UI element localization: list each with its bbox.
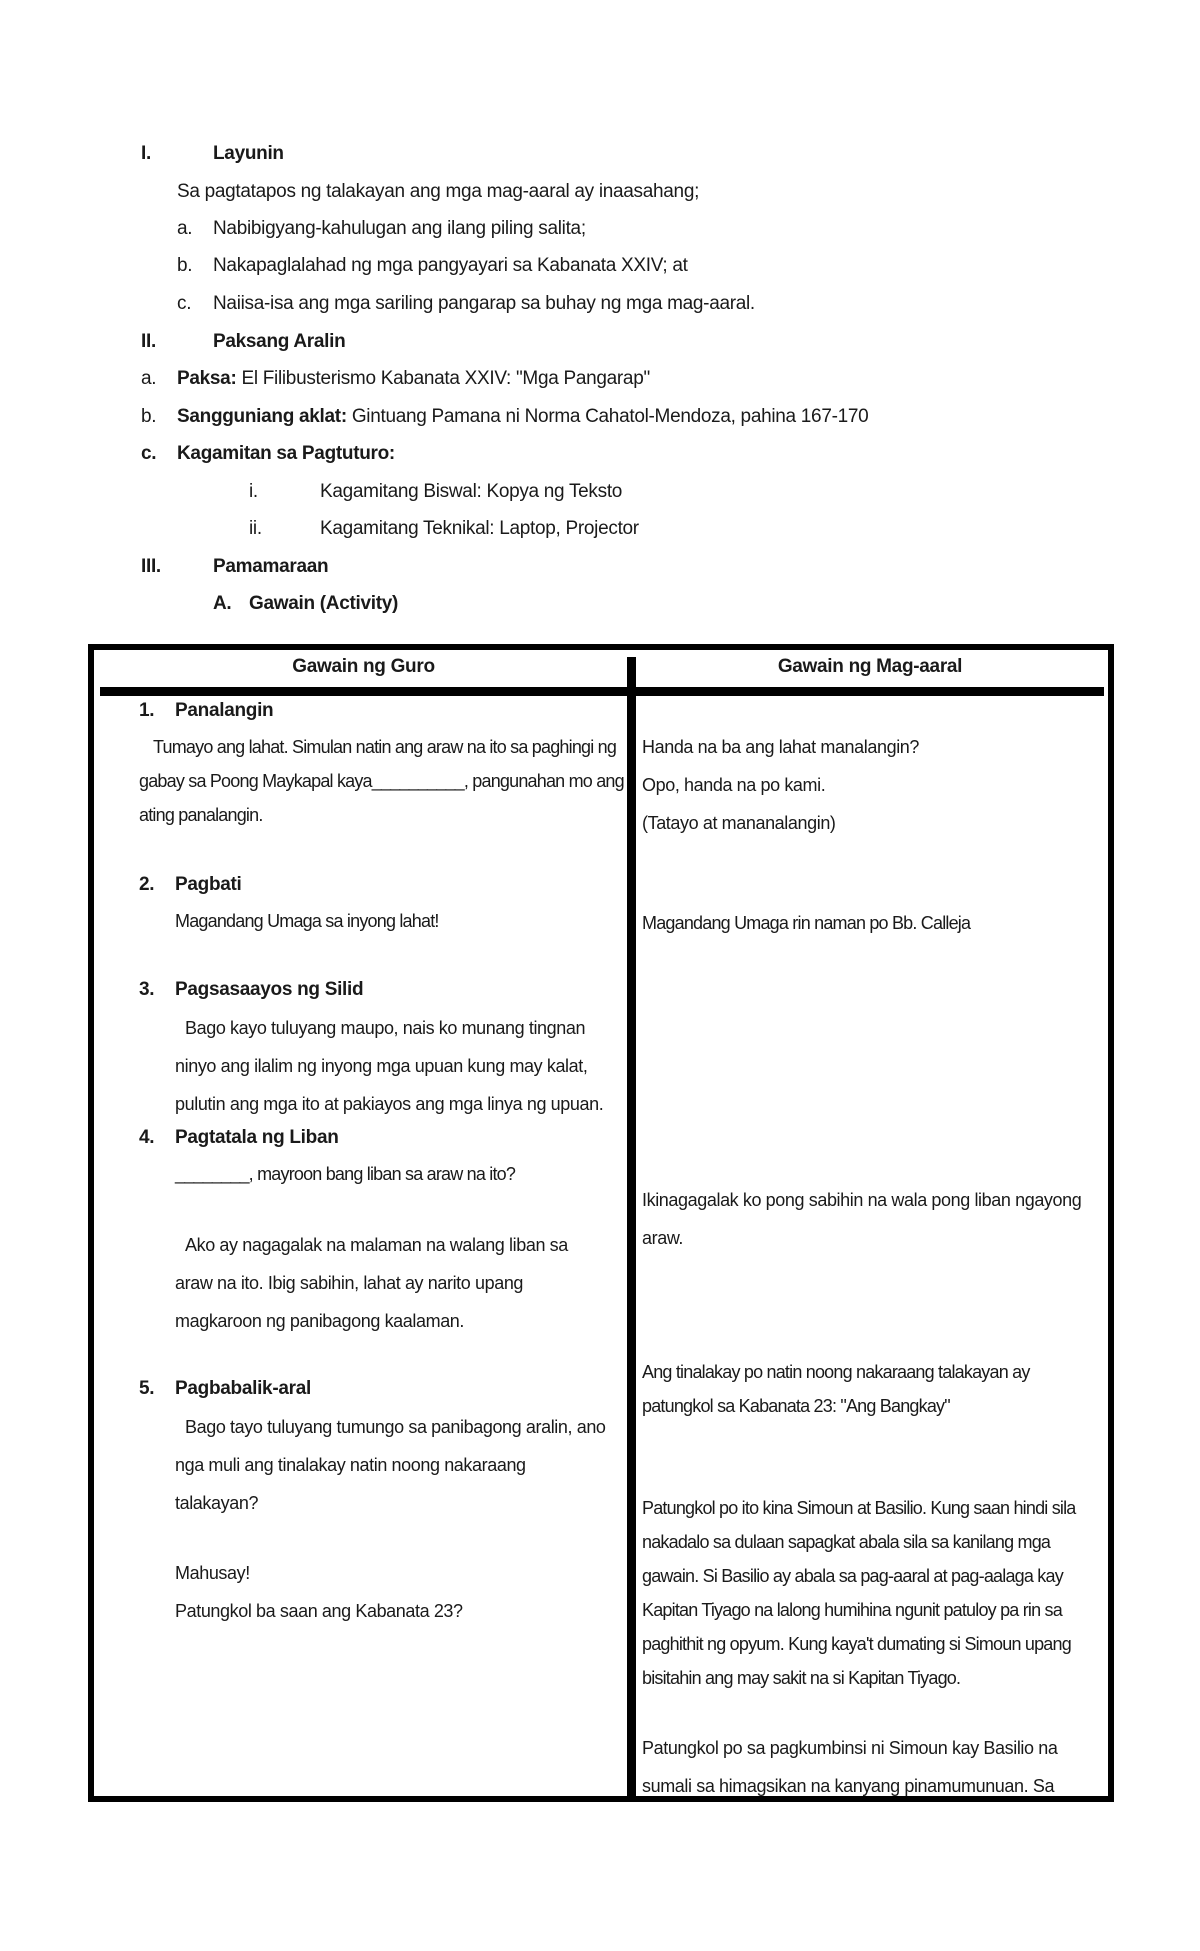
reference-text: Gintuang Pamana ni Norma Cahatol-Mendoza, pahina 167-170 [351, 406, 869, 427]
list-number: i. [249, 481, 258, 502]
teacher-column-header: Gawain ng Guro [292, 656, 435, 677]
line: Ikinagagalak ko pong sabihin na wala pong liban ngayong [642, 1190, 1082, 1210]
list-letter: c. [177, 293, 192, 314]
list-number: ii. [249, 518, 262, 539]
step-number: 2. [139, 874, 155, 895]
objectives-heading: Layunin [213, 143, 284, 164]
teacher-text [175, 1554, 463, 1630]
objectives-intro: Sa pagtatapos ng talakayan ang mga mag-aaral ay inaasahang; [177, 181, 700, 202]
student-text [642, 1729, 1057, 1805]
line: ating panalangin. [139, 805, 263, 825]
line: bisitahin ang may sakit na si Kapitan Tiyago. [642, 1668, 961, 1688]
list-letter: a. [177, 218, 193, 239]
line: ninyo ang ilalim ng inyong mga upuan kung may kalat, [175, 1056, 588, 1076]
student-text [642, 1355, 1030, 1423]
line: patungkol sa Kabanata 23: "Ang Bangkay" [642, 1396, 950, 1416]
step-number: 1. [139, 700, 155, 721]
line: nga muli ang tinalakay natin noong nakaraang [175, 1455, 526, 1475]
step-number: 4. [139, 1127, 155, 1148]
line: Ako ay nagagalak na malaman na walang liban sa [185, 1235, 568, 1255]
list-letter: c. [141, 443, 157, 464]
student-text [642, 728, 919, 842]
line: magkaroon ng panibagong kaalaman. [175, 1311, 465, 1331]
step-title: Pagsasaayos ng Silid [175, 979, 364, 1000]
step-title: Pagbabalik-aral [175, 1378, 311, 1399]
table-column-divider [627, 657, 636, 1797]
section-number: II. [141, 331, 156, 352]
material-item: Kagamitang Biswal: Kopya ng Teksto [320, 481, 623, 502]
line: Bago kayo tuluyang maupo, nais ko munang tingnan [185, 1018, 586, 1038]
line: Bago tayo tuluyang tumungo sa panibagong aralin, ano [185, 1417, 606, 1437]
teacher-question: ________, mayroon bang liban sa araw na ito? [175, 1164, 516, 1184]
topic-text: El Filibusterismo Kabanata XXIV: "Mga Pangarap" [241, 368, 650, 389]
material-item: Kagamitang Teknikal: Laptop, Projector [320, 518, 639, 539]
teacher-text: Magandang Umaga sa inyong lahat! [175, 911, 439, 931]
line: Patungkol po ito kina Simoun at Basilio. Kung saan hindi sila [642, 1498, 1076, 1518]
step-number: 5. [139, 1378, 155, 1399]
line: talakayan? [175, 1493, 259, 1513]
list-letter: b. [141, 406, 157, 427]
student-text [642, 1181, 1081, 1257]
line: paghithit ng opyum. Kung kaya't dumating si Simoun upang [642, 1634, 1071, 1654]
teacher-text [175, 1009, 603, 1123]
line: Opo, handa na po kami. [642, 775, 826, 795]
line: araw. [642, 1228, 684, 1248]
line: Patungkol ba saan ang Kabanata 23? [175, 1601, 463, 1621]
teacher-text [175, 1226, 568, 1340]
objective-item: Naiisa-isa ang mga sariling pangarap sa buhay ng mga mag-aaral. [213, 293, 755, 314]
subject-heading: Paksang Aralin [213, 331, 346, 352]
step-title: Panalangin [175, 700, 274, 721]
line: nakadalo sa dulaan sapagkat abala sila sa kanilang mga [642, 1532, 1051, 1552]
list-letter: A. [213, 593, 232, 614]
student-text: Magandang Umaga rin naman po Bb. Calleja [642, 913, 971, 933]
step-title: Pagbati [175, 874, 242, 895]
step-number: 3. [139, 979, 155, 1000]
line: gabay sa Poong Maykapal kaya__________, pangunahan mo ang [139, 771, 624, 791]
list-letter: a. [141, 368, 157, 389]
reference-label: Sangguniang aklat: [177, 406, 347, 427]
teacher-text [139, 730, 624, 832]
line: araw na ito. Ibig sabihin, lahat ay narito upang [175, 1273, 524, 1293]
section-number: III. [141, 556, 161, 577]
line: sumali sa himagsikan na kanyang pinamumunuan. Sa [642, 1776, 1055, 1796]
subject-topic [177, 368, 650, 390]
materials-label: Kagamitan sa Pagtuturo: [177, 443, 395, 464]
line: pulutin ang mga ito at pakiayos ang mga linya ng upuan. [175, 1094, 604, 1114]
table-header-divider [100, 687, 1104, 696]
line: Mahusay! [175, 1563, 250, 1583]
subject-reference [177, 406, 868, 428]
line: Patungkol po sa pagkumbinsi ni Simoun kay Basilio na [642, 1738, 1058, 1758]
line: Kapitan Tiyago na lalong humihina ngunit patuloy pa rin sa [642, 1600, 1062, 1620]
line: gawain. Si Basilio ay abala sa pag-aaral at pag-aalaga kay [642, 1566, 1063, 1586]
objective-item: Nakapaglalahad ng mga pangyayari sa Kabanata XXIV; at [213, 255, 688, 276]
line: (Tatayo at mananalangin) [642, 813, 836, 833]
teacher-text [175, 1408, 606, 1522]
line: Handa na ba ang lahat manalangin? [642, 737, 920, 757]
activity-heading: Gawain (Activity) [249, 593, 399, 614]
line: Tumayo ang lahat. Simulan natin ang araw na ito sa paghingi ng [153, 737, 617, 757]
procedure-heading: Pamamaraan [213, 556, 329, 577]
list-letter: b. [177, 255, 193, 276]
step-title: Pagtatala ng Liban [175, 1127, 339, 1148]
line: Ang tinalakay po natin noong nakaraang talakayan ay [642, 1362, 1030, 1382]
topic-label: Paksa: [177, 368, 237, 389]
student-text [642, 1491, 1076, 1695]
student-column-header: Gawain ng Mag-aaral [777, 656, 963, 677]
objective-item: Nabibigyang-kahulugan ang ilang piling salita; [213, 218, 586, 239]
section-number: I. [141, 143, 151, 164]
